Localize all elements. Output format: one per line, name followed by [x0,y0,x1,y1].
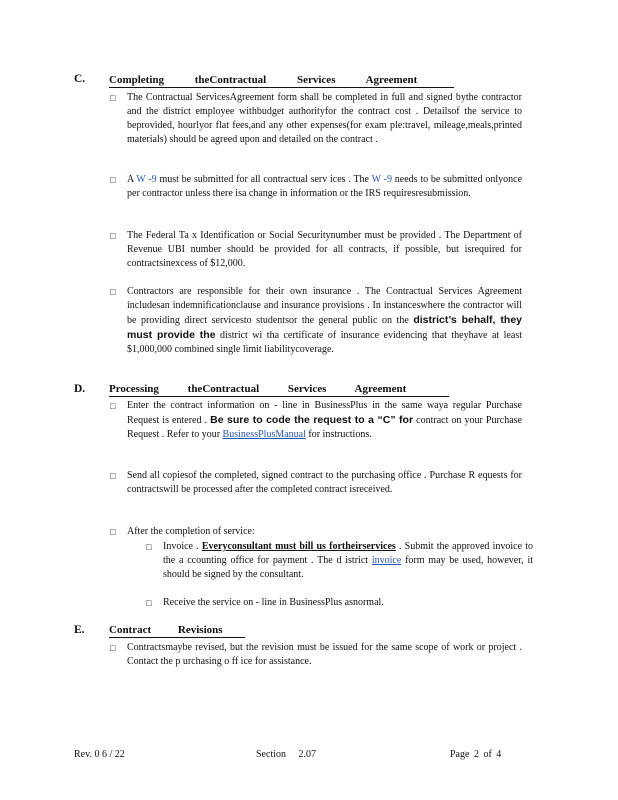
bullet-icon: □ [110,175,116,185]
code-request-bold: Be sure to code the request to a “C” for [210,414,414,426]
bullet-icon: □ [110,401,116,411]
section-c-paragraph-2 [127,173,522,201]
insurance-text-1: Contractors are responsible for their own insurance . The Contractual Services Agreement includesan indemnificationclause and insurance provisions . In instanceswhere the contractor will be providing direct servicesto studentsor the general public on the [127,286,522,326]
instructions-text: for instructions. [308,429,372,440]
sub-bullet-icon: □ [146,598,152,608]
section-e-paragraph-1: Contractsmaybe revised, but the revision must be issued for the same scope of work or project . Contact the p urchasing o ff ice for assistance. [127,642,522,667]
bullet-icon: □ [110,527,116,537]
bullet-icon: □ [110,231,116,241]
insurance-bold-text: district’s behalf, they must provide the [127,314,523,341]
refer-text: contract on your Purchase Request . Refer to your [127,415,522,440]
bill-us-underlined: Everyconsultant must bill us fortheirservices [201,541,396,552]
section-d-letter: D. [74,383,86,395]
section-c-title: Completing theContractual Services Agreement [109,74,454,88]
bullet-icon: □ [110,287,116,297]
enter-text: Enter the contract information on - line in BusinessPlus in the same waya regular Purchase Request is entered . [127,400,522,426]
section-d-paragraph-2: Send all copiesof the completed, signed contract to the purchasing office . Purchase R equests for contractswill be processed after the completed contract isreceived. [127,470,522,495]
section-e-title: Contract Revisions [109,624,245,638]
invoice-paragraph [163,540,533,582]
section-d-paragraph-3: After the completion of service: [127,526,255,537]
section-d-title: Processing theContractual Services Agreement [109,383,449,397]
form-text: form may be used, however, it should be signed by the consultant. [163,555,534,580]
w9-link[interactable]: W -9 [136,174,157,185]
bullet-icon: □ [110,643,116,653]
footer-page: Page 2 of 4 [450,749,502,760]
invoice-label: Invoice . [163,541,199,552]
section-c-paragraph-3: The Federal Ta x Identification or Social Securitynumber must be provided . The Department of Revenue UBI number should be provided for all contracts, if possible, but isrequired for contractsinexcess of $12,000. [127,230,522,269]
bullet-icon: □ [110,471,116,481]
w9-prefix: A [127,174,134,185]
insurance-text-2: district wi tha certificate of insurance evidencing that theyhave at least $1,000,000 combined single limit liabilitycoverage. [127,330,522,355]
section-c-letter: C. [74,73,86,85]
submit-text: . Submit the approved invoice to the a ccounting office for payment . The d istrict [163,541,533,566]
section-c-paragraph-1: The Contractual ServicesAgreement form shall be completed in full and signed bythe contractor and the district employee withbudget authorityfor the contract cost . Detailsof the service to beprovided, hourlyor flat fees,and any other expenses(for exam ple:travel, mileage,meals,printed materials) should be agreed upon and detailed on the contract . [127,92,522,145]
sub-bullet-icon: □ [146,542,152,552]
invoice-link[interactable]: invoice [371,555,402,566]
section-c-paragraph-4 [127,285,522,357]
receive-paragraph: Receive the service on - line in BusinessPlus asnormal. [163,597,384,608]
bullet-icon: □ [110,93,116,103]
w9-text-1: must be submitted for all contractual serv ices . The [159,174,369,185]
footer-revision: Rev. 0 6 / 22 [74,749,125,760]
section-d-paragraph-1 [127,399,522,442]
businessplus-manual-link[interactable]: BusinessPlusManual [222,429,306,440]
section-e-letter: E. [74,624,85,636]
footer-section: Section 2.07 [256,749,316,760]
w9-link-2[interactable]: W -9 [371,174,392,185]
w9-text-2: needs to be submitted onlyonce per contractor unless there isa change in information or the IRS requiresresubmission. [127,174,523,199]
